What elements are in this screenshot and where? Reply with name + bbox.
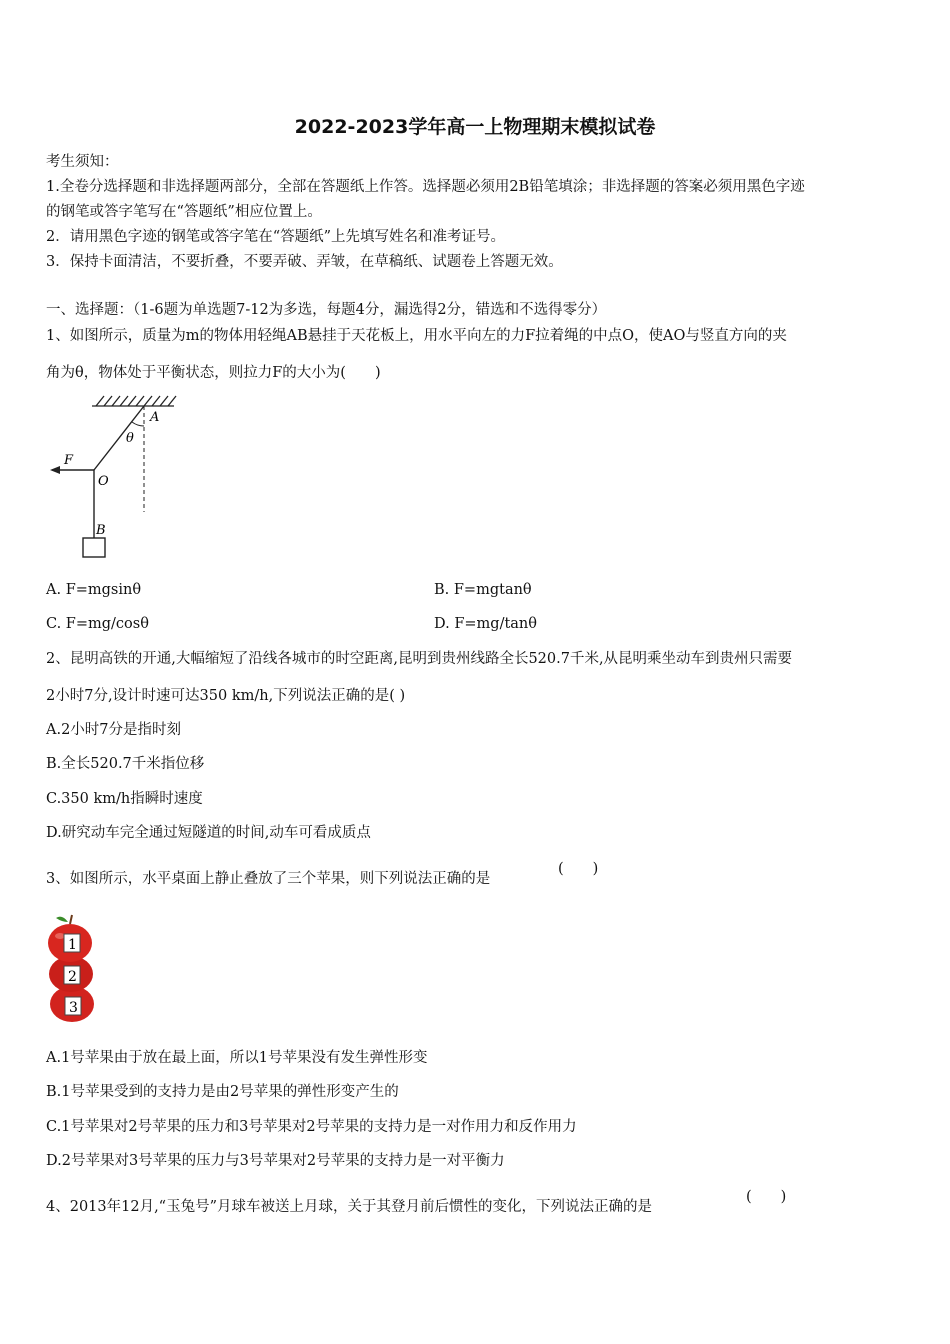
apple-number: 2 <box>68 969 77 985</box>
q1-option-b: B. F=mgtanθ <box>434 582 532 598</box>
q3-apple-stack <box>44 912 104 1024</box>
apple-number: 3 <box>69 1000 78 1016</box>
page-title: 2022-2023学年高一上物理期末模拟试卷 <box>294 116 656 138</box>
notice-item: 的钢笔或答字笔写在“答题纸”相应位置上。 <box>46 204 322 220</box>
notice-heading: 考生须知： <box>46 154 119 170</box>
q1-option-d: D. F=mg/tanθ <box>434 616 537 632</box>
q2-stem-line2: 2小时7分,设计时速可达350 km/h,下列说法正确的是( ) <box>46 688 406 704</box>
q1-option-a: A. F=mgsinθ <box>46 582 142 598</box>
q2-option-b: B.全长520.7千米指位移 <box>46 756 205 772</box>
q3-option-d: D.2号苹果对3号苹果的压力与3号苹果对2号苹果的支持力是一对平衡力 <box>46 1153 505 1169</box>
q1-stem-line1: 1、如图所示，质量为m的物体用轻绳AB悬挂于天花板上，用水平向左的力F拉着绳的中点O，使AO与竖直方向的夹 <box>46 328 787 344</box>
theta-arc <box>132 422 144 426</box>
q1-option-c: C. F=mg/cosθ <box>46 616 149 632</box>
arrow-head-icon <box>50 466 60 474</box>
q4-answer-paren: ( ) <box>746 1189 787 1205</box>
q1-rope-figure <box>44 390 184 565</box>
label-o: O <box>98 474 109 489</box>
q2-option-c: C.350 km/h指瞬时速度 <box>46 791 203 807</box>
section-heading: 一、选择题：（1-6题为单选题7-12为多选，每题4分，漏选得2分，错选和不选得零分） <box>46 302 607 318</box>
mass-block <box>83 538 105 557</box>
ceiling-hatch <box>92 396 176 406</box>
q2-option-a: A.2小时7分是指时刻 <box>46 722 182 738</box>
q3-option-a: A.1号苹果由于放在最上面，所以1号苹果没有发生弹性形变 <box>46 1050 428 1066</box>
label-a: A <box>150 410 160 425</box>
q3-option-b: B.1号苹果受到的支持力是由2号苹果的弹性形变产生的 <box>46 1084 399 1100</box>
q1-stem-line2: 角为θ，物体处于平衡状态，则拉力F的大小为( ) <box>46 365 381 381</box>
q3-option-c: C.1号苹果对2号苹果的压力和3号苹果对2号苹果的支持力是一对作用力和反作用力 <box>46 1119 577 1135</box>
label-theta: θ <box>126 431 134 446</box>
q2-stem-line1: 2、昆明高铁的开通,大幅缩短了沿线各城市的时空距离,昆明到贵州线路全长520.7千米,从昆明乘坐动车到贵州只需要 <box>46 651 793 667</box>
q4-stem: 4、2013年12月,“玉兔号”月球车被送上月球，关于其登月前后惯性的变化，下列说法正确的是 <box>46 1199 653 1215</box>
apple-number: 1 <box>68 937 77 953</box>
notice-item: 2．请用黑色字迹的钢笔或答字笔在“答题纸”上先填写姓名和准考证号。 <box>46 229 506 245</box>
leaf-icon <box>56 917 68 922</box>
label-f: F <box>64 453 74 468</box>
label-b: B <box>96 523 106 538</box>
stem-icon <box>70 915 72 924</box>
rope-ao <box>94 406 144 470</box>
notice-item: 3．保持卡面清洁，不要折叠，不要弄破、弄皱，在草稿纸、试题卷上答题无效。 <box>46 254 563 270</box>
q3-stem: 3、如图所示，水平桌面上静止叠放了三个苹果，则下列说法正确的是 <box>46 871 491 887</box>
q2-option-d: D.研究动车完全通过短隧道的时间,动车可看成质点 <box>46 825 371 841</box>
notice-item: 1.全卷分选择题和非选择题两部分，全部在答题纸上作答。选择题必须用2B铅笔填涂；非选择题的答案必须用黑色字迹 <box>46 179 805 195</box>
q3-answer-paren: ( ) <box>558 861 599 877</box>
